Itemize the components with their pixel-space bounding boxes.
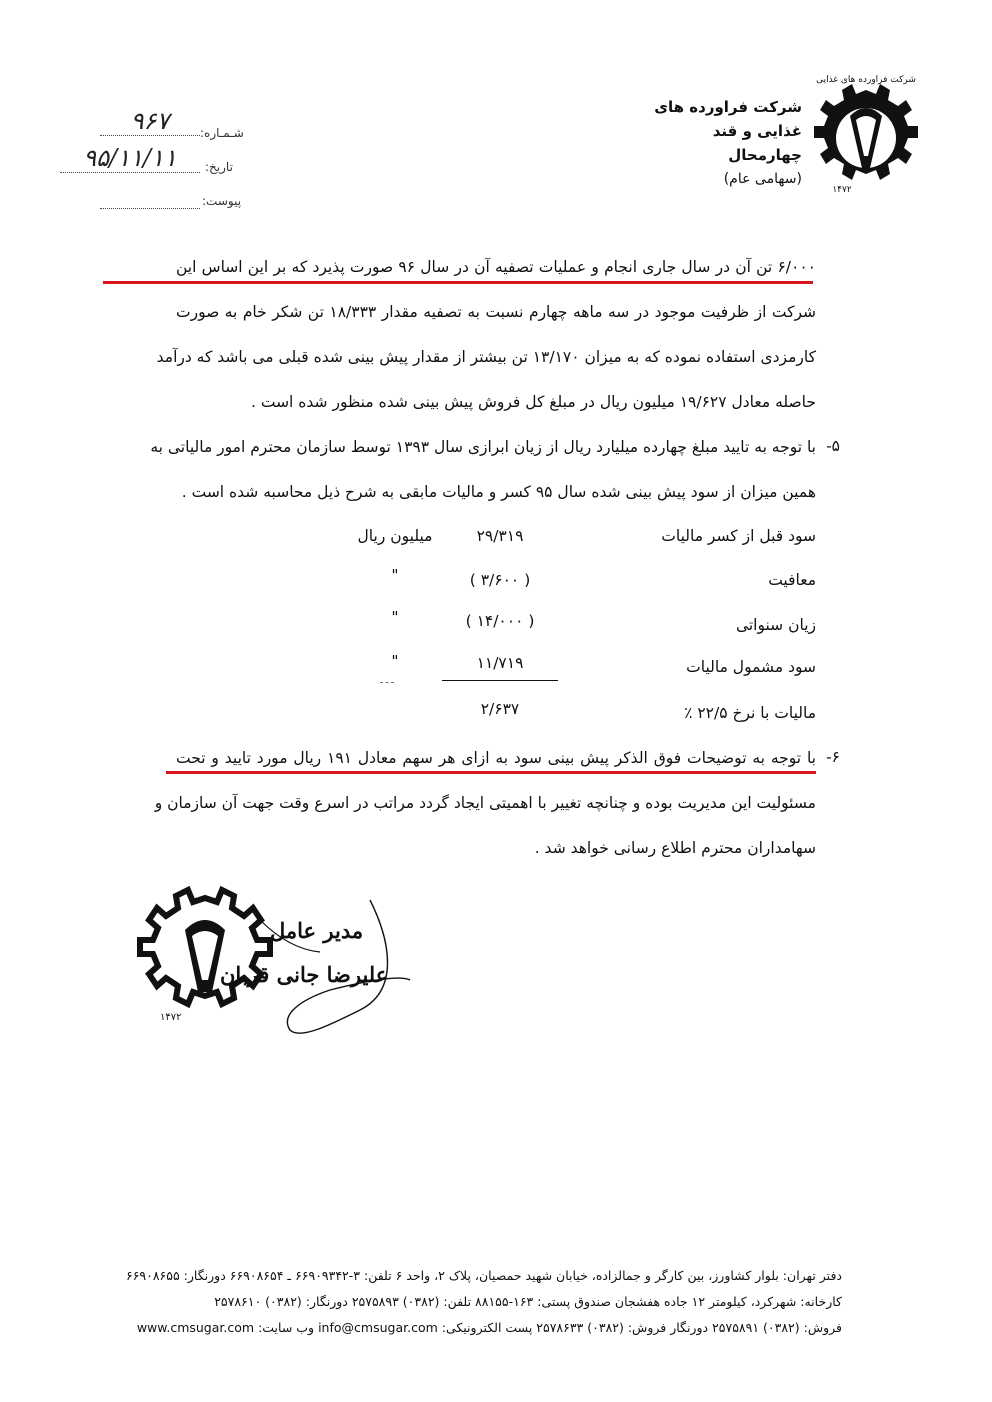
red-underline-1: [103, 281, 813, 284]
number-label: شـمـاره:: [200, 126, 244, 140]
footer-tehran-office: دفتر تهران: بلوار کشاورز، بین کارگر و جمالزاده، خیابان شهید حمصیان، پلاک ۲، واحد ۶ تلفن: ۳-۶۶۹۰۹۳۴۲ ـ ۶۶۹۰۸۶۵۴ دورنگار: ۶۶۹۰۸۶۵۵: [125, 1268, 842, 1283]
footer-website-label: وب سایت:: [258, 1320, 315, 1335]
paragraph-6-line-2: مسئولیت این مدیریت بوده و چنانچه تغییر با اهمیتی ایجاد گردد مراتب در اسرع وقت جهت آن سازمان و: [154, 794, 816, 812]
table-row-value: ( ۱۴/۰۰۰ ): [465, 612, 535, 630]
red-underline-2: [166, 771, 816, 774]
paragraph-4-line-3: کارمزدی استفاده نموده که به میزان ۱۳/۱۷۰ تن بیشتر از مقدار پیش بینی شده قبلی می باشد که درآمد: [156, 348, 816, 366]
footer-email[interactable]: info@cmsugar.com: [318, 1320, 438, 1335]
signature-name: علیرضا جانی قربان: [220, 962, 389, 987]
table-row-label: سود قبل از کسر مالیات: [661, 527, 816, 545]
stamp-seal-number: ۱۴۷۲: [160, 1012, 182, 1023]
table-ditto: ": [391, 652, 399, 670]
table-sum-rule: [442, 680, 558, 681]
paragraph-6-line-3: سهامداران محترم اطلاع رسانی خواهد شد .: [534, 839, 816, 857]
table-ditto: ": [391, 608, 399, 626]
paragraph-4-line-2: شرکت از ظرفیت موجود در سه ماهه چهارم نسبت به تصفیه مقدار ۱۸/۳۳۳ تن شکر خام به صورت: [176, 303, 816, 321]
table-row-label: زیان سنواتی: [735, 616, 816, 634]
footer-sales-line: [137, 1320, 842, 1335]
paragraph-5-number: -۵: [826, 437, 840, 455]
number-value: ۹۶۷: [100, 107, 200, 136]
company-name-line-2: غذایی و قند: [712, 122, 802, 140]
footer-sales: فروش: (۰۳۸۲) ۲۵۷۵۸۹۱ دورنگار فروش: (۰۳۸۲) ۲۵۷۸۶۳۳ پست الکترونیکی:: [441, 1320, 842, 1335]
table-row-value: ۱۱/۷۱۹: [476, 654, 524, 672]
paragraph-5-line-2: همین میزان از سود پیش بینی شده سال ۹۵ کسر و مالیات مابقی به شرح ذیل محاسبه شده است .: [181, 483, 816, 501]
paragraph-6-line-1: با توجه به توضیحات فوق الذکر پیش بینی سود به ازای هر سهم معادل ۱۹۱ ریال مورد تایید و تحت: [176, 749, 816, 767]
paragraph-5-line-1: با توجه به تایید مبلغ چهارده میلیارد ریال از زیان ابرازی سال ۱۳۹۳ توسط سازمان محترم امور مالیاتی به: [150, 438, 816, 456]
date-label: تاریخ:: [205, 160, 233, 174]
company-registration: (سهامی عام): [723, 171, 802, 187]
table-ditto: ": [391, 566, 399, 584]
company-name-line-3: چهارمحال: [728, 146, 802, 164]
table-row-label: معافیت: [768, 571, 816, 589]
paragraph-4-line-4: حاصله معادل ۱۹/۶۲۷ میلیون ریال در مبلغ کل فروش پیش بینی شده منظور شده است .: [251, 393, 816, 411]
table-row-label: مالیات با نرخ ۲۲/۵ ٪: [684, 704, 816, 722]
logo-seal-text: شرکت فراورده های غذایی: [816, 75, 916, 85]
signature-title: مدیر عامل: [270, 918, 364, 943]
company-name-block: [602, 95, 802, 191]
handwritten-signature: [240, 880, 420, 1060]
table-row-value: ۲۹/۳۱۹: [476, 527, 524, 545]
date-value: ۹۵/۱۱/۱۱: [60, 144, 200, 173]
attachment-blank: [100, 208, 200, 209]
attachment-label: پیوست:: [202, 194, 242, 208]
footer-factory: کارخانه: شهرکرد، کیلومتر ۱۲ جاده هفشجان صندوق پستی: ۱۶۳-۸۸۱۵۵ تلفن: (۰۳۸۲) ۲۵۷۵۸۹۳ دورنگار: (۰۳۸۲) ۲۵۷۸۶۱۰: [214, 1294, 842, 1309]
company-name-line-1: شرکت فراورده های: [654, 98, 802, 116]
table-row-value: ( ۳/۶۰۰ ): [469, 571, 531, 589]
table-sum-dash: [380, 682, 394, 683]
table-row-label: سود مشمول مالیات: [686, 658, 816, 676]
table-unit: میلیون ریال: [357, 527, 433, 545]
logo-seal-number: ۱۴۷۲: [832, 185, 852, 195]
paragraph-6-number: -۶: [826, 748, 840, 766]
company-logo: [806, 60, 926, 200]
footer-website[interactable]: www.cmsugar.com: [136, 1320, 255, 1335]
table-row-value: ۲/۶۳۷: [480, 700, 520, 718]
paragraph-4-line-1: ۶/۰۰۰ تن آن در سال جاری انجام و عملیات تصفیه آن در سال ۹۶ صورت پذیرد که بر این اساس این: [176, 258, 816, 276]
